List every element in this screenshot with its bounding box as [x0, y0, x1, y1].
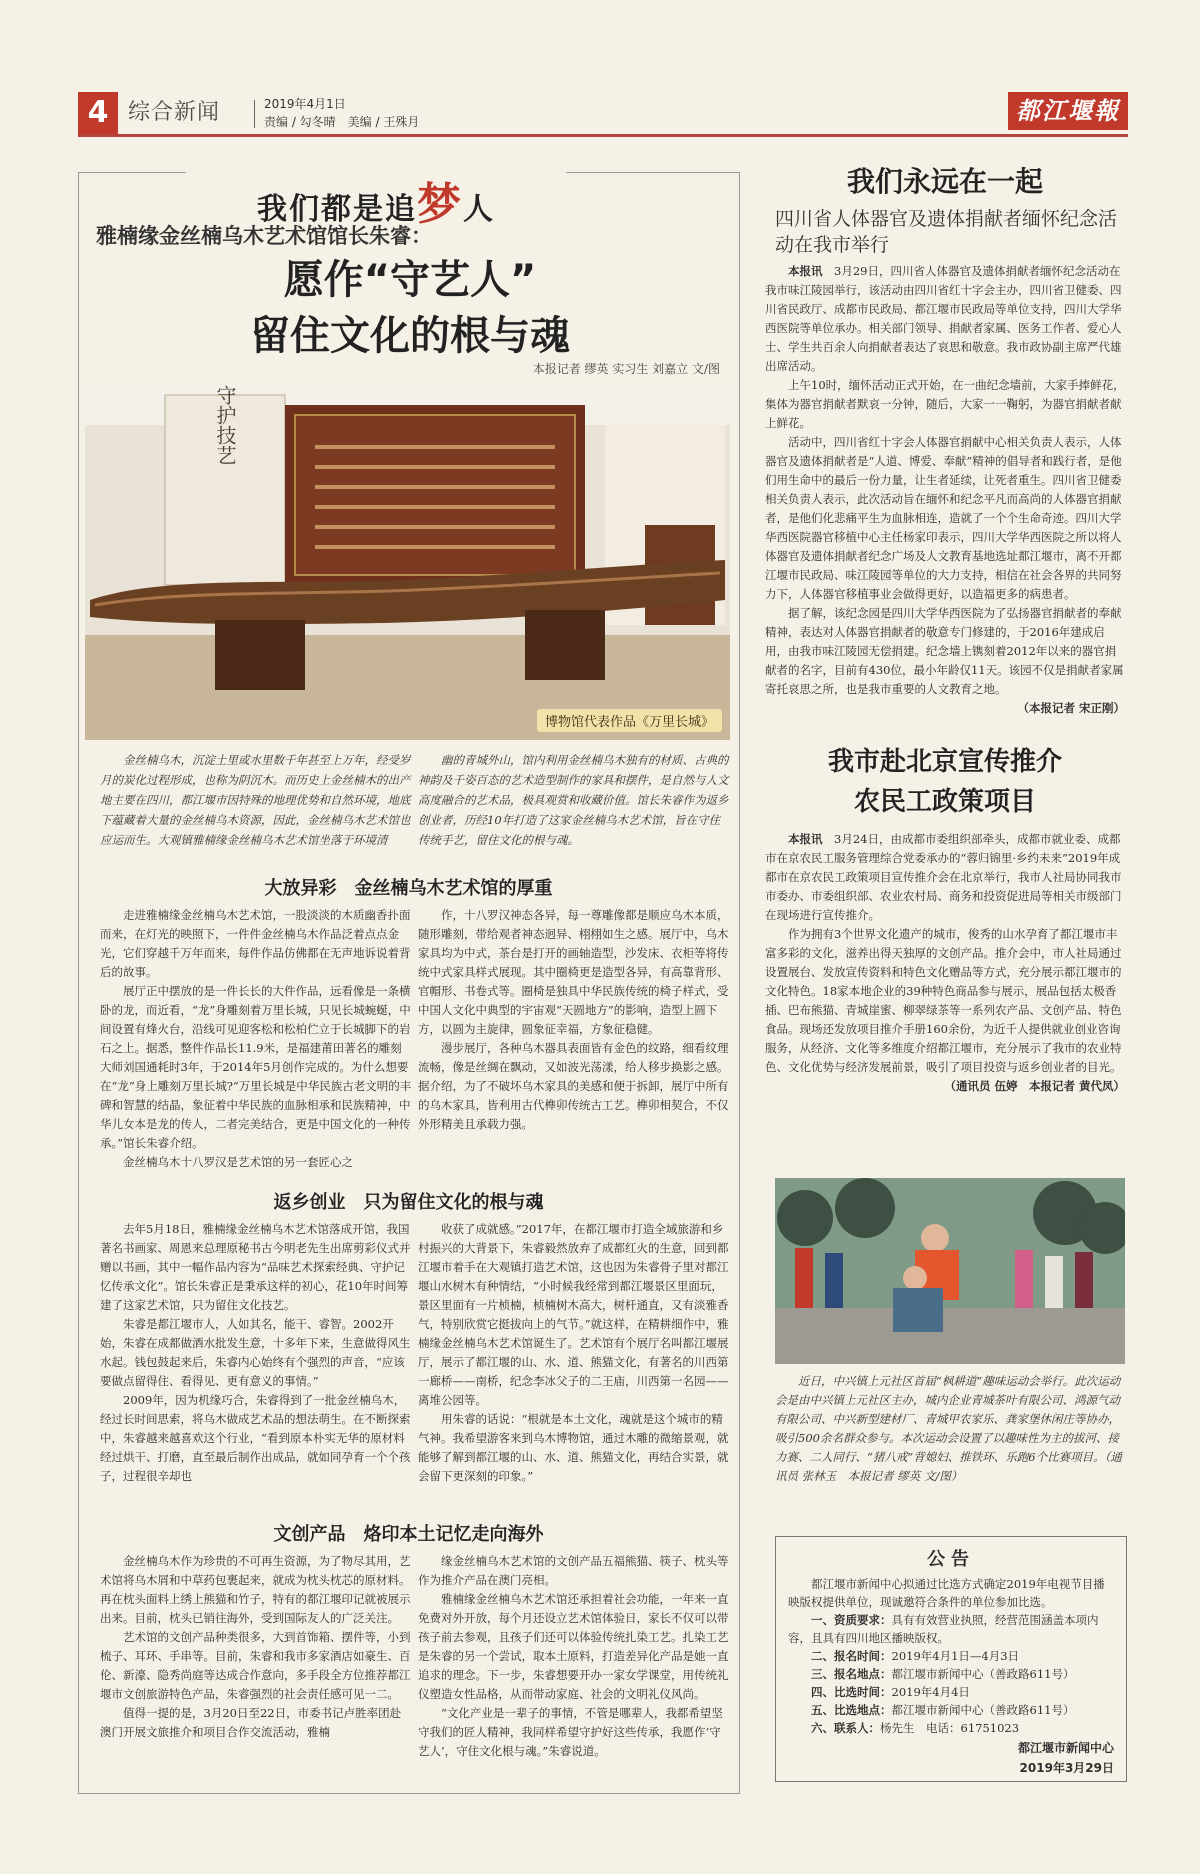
paragraph [765, 262, 1125, 376]
paragraph: 走进雅楠缘金丝楠乌木艺术馆，一股淡淡的木质幽香扑面而来，在灯光的映照下，一件件金丝楠乌木作品泛着点点金光，它们穿越千万年而来，每件作品仿佛都在无声地诉说着背后的故事。 [100, 908, 411, 979]
notice-item-text: 都江堰市新闻中心（善政路611号） [891, 1667, 1075, 1681]
notice-intro: 都江堰市新闻中心拟通过比选方式确定2019年电视节目播映版权提供单位，现诚邀符合条件的单位参加比选。 [788, 1577, 1105, 1609]
headline-line-2: 留住文化的根与魂 [250, 313, 570, 359]
paragraph: 值得一提的是，3月20日至22日，市委书记卢胜率团赴澳门开展文旅推介和项目合作交流活动，雅楠 [100, 1706, 402, 1739]
section2-column-left [100, 1220, 412, 1486]
article2-signature: （本报记者 宋正刚） [1017, 701, 1125, 715]
sports-event-photo [775, 1178, 1125, 1364]
editor-credits: 责编 / 勾冬晴 美编 / 王殊月 [264, 115, 420, 129]
section-heading-1: 大放异彩 金丝楠乌木艺术馆的厚重 [264, 878, 553, 899]
article3-signature: （通讯员 伍婷 本报记者 黄代凤） [944, 1079, 1125, 1093]
museum-photo [85, 385, 730, 740]
paragraph: 2009年，因为机缘巧合，朱睿得到了一批金丝楠乌木，经过长时间思索，将乌木做成艺术品的想法萌生。在不断探索中，朱睿越来越喜欢这个行业，“看到原本朴实无华的原材料经过烘干、打磨，直至最后制作出成品，就如同孕育一个个孩子，过程很辛却也 [100, 1393, 411, 1483]
lead-paragraph-left: 金丝楠乌木，沉淀土里或水里数千年甚至上万年，经受岁月的炭化过程形成，也称为阴沉木。而历史上金丝楠木的出产地主要在四川，都江堰市因特殊的地理优势和自然环境，地底下蕴藏着大量的金丝楠乌木资源，因此，金丝楠乌木艺术馆也应运而生。大观镇雅楠缘金丝楠乌木艺术馆坐落于环境清 [100, 753, 411, 847]
masthead [78, 92, 1128, 137]
section3-column-right [418, 1552, 730, 1761]
paragraph: 金丝楠乌木作为珍贵的不可再生资源，为了物尽其用，艺术馆将乌木屑和中草药包裹起来，就成为枕头枕芯的原材料。再在枕头面料上绣上熊猫和竹子，特有的都江堰印记就被展示出来。目前，枕头已销往海外，受到国际友人的广泛关注。 [100, 1554, 411, 1625]
section-heading-2: 返乡创业 只为留住文化的根与魂 [273, 1192, 544, 1213]
section-name: 综合新闻 [128, 100, 221, 125]
paragraph: 金丝楠乌木十八罗汉是艺术馆的另一套匠心之 [123, 1155, 353, 1169]
notice-item [788, 1683, 1114, 1701]
feature-byline: 本报记者 缪英 实习生 刘嘉立 文/图 [532, 362, 720, 376]
paragraph: 朱睿是都江堰市人，人如其名，能干、睿智。2002开始，朱睿在成都做酒水批发生意，十多年下来，生意做得风生水起。钱包鼓起来后，朱睿内心始终有个强烈的声音，“应该要做点留得住、看得见、更有意义的事情。” [100, 1317, 411, 1388]
notice-item-label: 三、报名地点： [811, 1667, 892, 1681]
article2-headline: 我们永远在一起 [846, 165, 1043, 198]
feature-headline [90, 252, 730, 364]
museum-photo-illustration [85, 385, 730, 740]
photo-caption: 博物馆代表作品《万里长城》 [537, 709, 722, 732]
section3-column-left [100, 1552, 412, 1742]
issue-date: 2019年4月1日 [264, 97, 346, 111]
notice-item-label: 四、比选时间： [811, 1685, 892, 1699]
notice-item [788, 1719, 1114, 1737]
section1-column-right [418, 906, 730, 1134]
paragraph-text: 3月29日，四川省人体器官及遗体捐献者缅怀纪念活动在我市味江陵园举行，该活动由四川省红十字会主办，四川省卫健委、四川省民政厅、成都市民政局、都江堰市民政局等单位支持，四川大学华西医院等单位承办。相关部门领导、捐献者家属、医务工作者、爱心人士、学生共百余人向捐献者表达了哀思和敬意。我市政协副主席严代雄出席活动。 [765, 264, 1122, 373]
svg-text:守护技艺: 守护技艺 [213, 385, 237, 465]
notice-item-label: 五、比选地点： [811, 1703, 892, 1717]
section1-column-left [100, 906, 412, 1172]
section2-column-right [418, 1220, 730, 1486]
newspaper-logo: 都江堰報 [1008, 92, 1128, 130]
paragraph: 漫步展厅，各种乌木器具表面皆有金色的纹路，细看纹理流畅，像是丝绸在飘动，又如波光荡漾，给人移步换影之感。据介绍，为了不破坏乌木家具的美感和便于拆卸，展厅中所有的乌木家具，皆利用古代榫卯传统古工艺。榫卯相契合，不仅外形精美且承载力强。 [418, 1041, 729, 1131]
article3-headline [755, 742, 1135, 822]
notice-signature-date: 2019年3月29日 [1019, 1761, 1114, 1775]
notice-item-text: 都江堰市新闻中心（善政路611号） [891, 1703, 1075, 1717]
notice-item-text: 2019年4月1日—4月3日 [891, 1649, 1020, 1663]
notice-title: 公告 [927, 1549, 975, 1570]
notice-item-text: 杨先生 电话：61751023 [880, 1721, 1020, 1735]
series-title-post: 人 [463, 192, 495, 227]
notice-item [788, 1665, 1114, 1683]
dateline-label: 本报讯 [788, 264, 823, 278]
sports-event-caption: 近日，中兴镇上元社区首届“枫耕道”趣味运动会举行。此次运动会是由中兴镇上元社区主办，城内企业青城茶叶有限公司、鸿源气动有限公司、中兴新型建材厂、青城甲农家乐、龚家堡休闲庄等协办，吸引500余名群众参与。本次运动会设置了以趣味性为主的拔河、接力赛、二人同行、“猪八戒”背媳妇、推铁环、乐跑6个比赛项目。（通讯员 张林玉 本报记者 缪英 文/图） [775, 1374, 1122, 1483]
paragraph: 用朱睿的话说：“根就是本土文化，魂就是这个城市的精气神。我希望游客来到乌木博物馆，通过木雕的微缩景观，就能够了解到都江堰的山、水、道、熊猫文化，再结合实景，就会留下更深刻的印象。” [418, 1412, 729, 1483]
paragraph: 去年5月18日，雅楠缘金丝楠乌木艺术馆落成开馆，我国著名书画家、周恩来总理原秘书古今明老先生出席剪彩仪式并赠以书画，其中一幅作品内容为“品味艺术探索经典、守护记忆传承文化”。馆长朱睿正是秉承这样的初心，花10年时间筹建了这家艺术馆，只为留住文化技艺。 [100, 1222, 411, 1312]
lead-paragraph-right: 幽的青城外山，馆内利用金丝楠乌木独有的材质、古典的神韵及千姿百态的艺术造型制作的家具和摆件，是自然与人文高度融合的艺术品，极具观赏和收藏价值。馆长朱睿作为返乡创业者，历经10年打造了这家金丝楠乌木艺术馆，旨在守住传统手艺，留住文化的根与魂。 [418, 753, 729, 847]
notice-signature-org: 都江堰市新闻中心 [1017, 1741, 1114, 1755]
article3-headline-line-1: 我市赴北京宣传推介 [827, 747, 1062, 777]
paragraph: “文化产业是一辈子的事情，不管是哪辈人，我都希望坚守我们的匠人精神，我同样希望守护好这些传承，我愿作‘守艺人’，守住文化根与魂。”朱睿说道。 [418, 1706, 723, 1758]
paragraph: 上午10时，缅怀活动正式开始，在一曲纪念墙前，大家手捧鲜花，集体为器官捐献者默哀一分钟，随后，大家一一鞠躬，为器官捐献者献上鲜花。 [765, 378, 1125, 430]
notice-item-text: 具有有效营业执照，经营范围涵盖本项内容，且具有四川地区播映版权。 [788, 1613, 1099, 1645]
feature-subtitle: 雅楠缘金丝楠乌木艺术馆馆长朱睿： [96, 224, 432, 248]
paragraph-text: 3月24日，由成都市委组织部牵头，成都市就业委、成都市在京农民工服务管理综合党委承办的“蓉归锦里·乡约未来”2019年成都市在京农民工政策项目宣传推介会在北京举行，我市人社局协同我市市委办、市委组织部、农业农村局、商务和投资促进局等相关市级部门在现场进行宣传推介。 [765, 832, 1122, 922]
article2-body [765, 262, 1125, 718]
series-title-dream: 梦 [417, 179, 463, 230]
notice-item-label: 六、联系人： [811, 1721, 880, 1735]
public-notice [775, 1536, 1127, 1782]
article3-body [765, 830, 1125, 1096]
paragraph: 展厅正中摆放的是一件长长的大件作品，远看像是一条横卧的龙，而近看，“龙”身雕刻着万里长城，只见长城蜿蜒，中间设置有烽火台，沿线可见迎客松和松柏伫立于长城脚下的岩石之上。据悉，整件作品长11.9米，是福建莆田著名的雕刻大师刘国通耗时3年，于2014年5月创作完成的。为什么想要在“龙”身上雕刻万里长城?“万里长城是中华民族古老文明的丰碑和智慧的结晶，象征着中华民族的血脉相承和民族精神，中华儿女本是龙的传人，二者完美结合，更是中国文化的一种传承。”馆长朱睿介绍。 [100, 984, 412, 1150]
dateline-label: 本报讯 [788, 832, 823, 846]
notice-item [788, 1701, 1114, 1719]
notice-body [788, 1575, 1114, 1777]
notice-item [788, 1647, 1114, 1665]
article3-headline-line-2: 农民工政策项目 [853, 787, 1036, 817]
paragraph [765, 830, 1125, 925]
notice-item-text: 2019年4月4日 [891, 1685, 970, 1699]
section-heading-3: 文创产品 烙印本土记忆走向海外 [273, 1524, 544, 1545]
paragraph: 活动中，四川省红十字会人体器官捐献中心相关负责人表示，人体器官及遗体捐献者是“人道、博爱、奉献”精神的倡导者和践行者，是他们用生命中的最后一份力量，让生者延续，让死者重生。四川省卫健委相关负责人表示，此次活动旨在缅怀和纪念平凡而高尚的人体器官捐献者，是他们化悲痛平生为血脉相连，造就了一个个生命奇迹。四川大学华西医院器官移植中心主任杨家印表示，四川大学华西医院之所以将人体器官及遗体捐献者纪念广场及人文教育基地选址都江堰市，离不开都江堰市民政局、味江陵园等单位的大力支持，相信在社会各界的共同努力下，人体器官移植事业会做得更好，以造福更多的病患者。 [765, 435, 1122, 601]
paragraph: 雅楠缘金丝楠乌木艺术馆还承担着社会功能，一年来一直免费对外开放，每个月还设立艺术馆体验日，家长不仅可以带孩子前去参观，且孩子们还可以体验传统扎染工艺。扎染工艺是朱睿的另一个尝试，取本土原料，打造差异化产品是她一直追求的理念。下一步，朱睿想要开办一家女学课堂，用传统礼仪塑造女性品格，从而带动家庭、社会的文明礼仪风尚。 [418, 1592, 729, 1701]
page-number: 4 [78, 92, 118, 134]
paragraph: 缘金丝楠乌木艺术馆的文创产品五福熊猫、筷子、枕头等作为推介产品在澳门亮相。 [418, 1554, 729, 1587]
series-title-pre: 我们都是追 [257, 192, 417, 227]
notice-item-label: 二、报名时间： [811, 1649, 892, 1663]
paragraph: 收获了成就感。”2017年，在都江堰市打造全域旅游和乡村振兴的大背景下，朱睿毅然放弃了成都红火的生意，回到都江堰市着手在大观镇打造艺术馆，这也因为朱睿骨子里对都江堰山水树木有种情结，“小时候我经常到都江堰景区里面玩，景区里面有一片桢楠，桢楠树木高大，树杆通直，又有淡雅香气，特别欣赏它挺拔向上的气节。”就这样，在精耕细作中，雅楠缘金丝楠乌木艺术馆诞生了。艺术馆有个展厅名叫都江堰展厅，展示了都江堰的山、水、道、熊猫文化，有著名的川西第一廊桥——南桥，纪念李冰父子的二王庙，川西第一名园——离堆公园等。 [418, 1222, 729, 1407]
article2-subtitle: 四川省人体器官及遗体捐献者缅怀纪念活动在我市举行 [775, 208, 1118, 256]
headline-line-1: 愿作“守艺人” [283, 257, 537, 303]
paragraph: 作，十八罗汉神态各异，每一尊雕像都是顺应乌木本质，随形雕刻，带给观者神态迥异、栩栩如生之感。展厅中，乌木家具均为中式，茶台是打开的画轴造型，沙发床、衣柜等将传统中式家具样式展现。其中圈椅更是造型各异，有高靠背形、官帽形、书卷式等。圈椅是独具中华民族传统的椅子样式，受中国人文化中典型的宇宙观“天圆地方”的影响，造型上圆下方，以圆为主旋律，圆象征幸福，方象征稳健。 [418, 908, 729, 1036]
paragraph: 艺术馆的文创产品种类很多，大到首饰箱、摆件等，小到梳子、耳环、手串等。目前，朱睿和我市多家酒店如豪生、百伦、新濠、隐秀尚庭等达成合作意向，多手段全方位推荐都江堰市文创旅游特色产品，朱睿强烈的社会责任感可见一二。 [100, 1630, 411, 1701]
masthead-divider [254, 100, 255, 128]
paragraph: 作为拥有3个世界文化遗产的城市，俊秀的山水孕育了都江堰市丰富多彩的文化，滋养出得天独厚的文创产品。推介会中，市人社局通过设置展台、发放宣传资料和特色文化赠品等方式，充分展示都江堰市的文化特色。18家本地企业的39种特色商品参与展示，展品包括太极香插、巴布熊猫、青城崖蜜、柳翠绿茶等一系列农产品、文创产品、特色食品。现场还发放项目推介手册160余份，为近千人提供就业创业咨询服务，从经济、文化等多维度介绍都江堰市，充分展示了我市的农业特色、文化优势与经济发展前景，吸引了项目投资与返乡创业者的目光。 [765, 927, 1122, 1074]
paragraph: 据了解，该纪念园是四川大学华西医院为了弘扬器官捐献者的奉献精神，表达对人体器官捐献者的敬意专门修建的，于2016年建成启用，由我市味江陵园无偿捐建。纪念墙上镌刻着2012年以来的器官捐献者的名字，目前有430位，最小年龄仅11天。该园不仅是捐献者家属寄托哀思之所，也是我市重要的人文教育之地。 [765, 606, 1124, 696]
notice-item [788, 1611, 1114, 1647]
sports-event-illustration [775, 1178, 1125, 1364]
notice-item-label: 一、资质要求： [811, 1613, 892, 1627]
